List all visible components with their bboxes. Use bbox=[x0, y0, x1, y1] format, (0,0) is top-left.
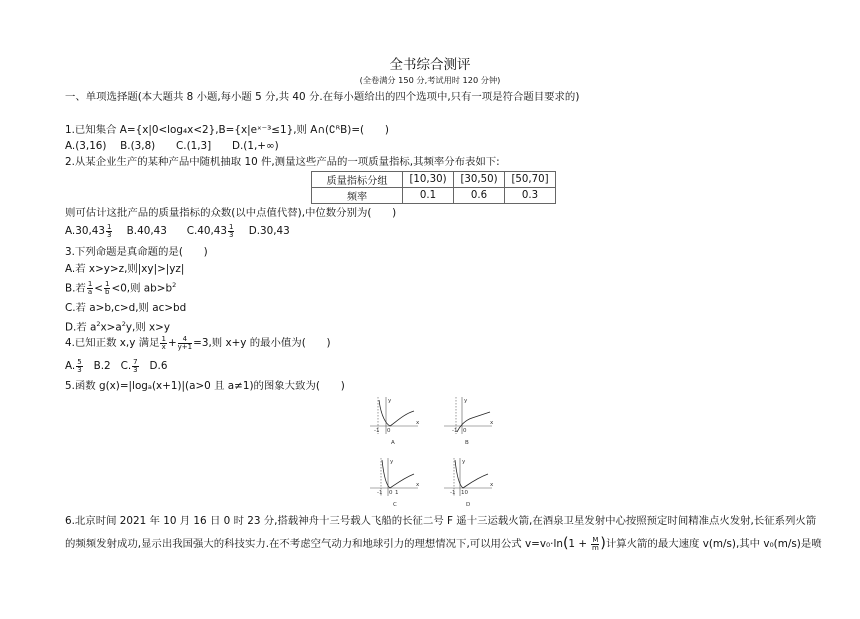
q5-graph-options bbox=[366, 394, 496, 512]
table-row bbox=[312, 188, 556, 204]
fraction: $\frac{1}{b}$ bbox=[105, 280, 110, 296]
q2-followup: 则可估计这批产品的质量指标的众数(以中点值代替),中位数分别为( ) bbox=[65, 207, 397, 219]
fraction: $\frac{1}{x}$ bbox=[161, 335, 166, 351]
graph-b-label: B bbox=[465, 440, 469, 446]
table-cell: [10,30) bbox=[403, 172, 454, 188]
q4-stem: 4.已知正数 x,y 满足 $\frac{1}{x}$ + $\frac{4}{y+1}$ =3,则 x+y 的最小值为( ) bbox=[65, 335, 331, 351]
graph-b-tick: -1 bbox=[452, 428, 458, 434]
graph-d-tick: -1 bbox=[450, 490, 456, 496]
graph-d-label: D bbox=[466, 502, 471, 508]
q2-option-d: D.30,43 bbox=[248, 225, 290, 237]
graph-c-axis: x bbox=[416, 482, 420, 488]
table-cell: [30,50) bbox=[454, 172, 505, 188]
fraction: $\frac{1}{3}$ bbox=[106, 223, 112, 239]
q3-option-a: A.若 x>y>z,则|xy|>|yz| bbox=[65, 263, 185, 275]
graph-c-label: C bbox=[393, 502, 397, 508]
q6-line1: 6.北京时间 2021 年 10 月 16 日 0 时 23 分,搭载神舟十三号载人飞船的长征二号 F 遥十三运载火箭,在酒泉卫星发射中心按照预定时间精准点火发射,长征系列火箭 bbox=[65, 515, 817, 527]
exam-info: (全卷满分 150 分,考试用时 120 分钟) bbox=[359, 75, 501, 85]
q3-option-d: D.若 $a^2x>a^2y$,则 x>y bbox=[65, 320, 171, 334]
fraction: $\frac{1}{3}$ bbox=[229, 223, 234, 239]
graph-d-tick: 10 bbox=[461, 490, 468, 496]
graph-c-axis: y bbox=[390, 459, 394, 465]
graph-b-tick: 0 bbox=[463, 428, 467, 434]
frequency-table bbox=[311, 171, 556, 204]
graph-a-tick: 0 bbox=[387, 428, 391, 434]
table-row bbox=[312, 172, 556, 188]
graph-a-label: A bbox=[391, 440, 395, 446]
graph-b-axis: x bbox=[490, 420, 494, 426]
q2-option-b: B.40,43 bbox=[126, 225, 167, 237]
section-heading: 一、单项选择题(本大题共 8 小题,每小题 5 分,共 40 分.在每小题给出的四个选项中,只有一项是符合题目要求的) bbox=[65, 91, 580, 103]
q2-options bbox=[65, 224, 290, 238]
graph-c-tick: 0 bbox=[389, 490, 393, 496]
graph-c-tick: -1 bbox=[377, 490, 383, 496]
graph-d-axis: y bbox=[462, 459, 466, 465]
table-cell: 0.1 bbox=[403, 188, 454, 204]
table-cell: 频率 bbox=[312, 188, 403, 204]
q3-stem: 3.下列命题是真命题的是( ) bbox=[65, 246, 208, 258]
graph-a-tick: -1 bbox=[374, 428, 380, 434]
fraction: $\frac{M}{m}$ bbox=[591, 536, 599, 552]
graph-a-axis: y bbox=[388, 398, 392, 404]
q5-stem: 5.函数 g(x)=|logₐ(x+1)|(a>0 且 a≠1)的图象大致为( ) bbox=[65, 380, 345, 392]
table-cell: 0.6 bbox=[454, 188, 505, 204]
graph-c-tick: 1 bbox=[395, 490, 399, 496]
q2-option-c: C.40,43 bbox=[186, 225, 227, 237]
fraction: $\frac{4}{y+1}$ bbox=[177, 335, 193, 351]
fraction: $\frac{1}{a}$ bbox=[87, 280, 93, 296]
graph-d-axis: x bbox=[490, 482, 494, 488]
q3-option-b: B.若 $\frac{1}{a}$ < $\frac{1}{b}$ <0,则 $ab>b^2$ bbox=[65, 280, 177, 296]
fraction: $\frac{5}{3}$ bbox=[77, 358, 82, 374]
q2-stem: 2.从某企业生产的某种产品中随机抽取 10 件,测量这些产品的一项质量指标,其频率分布表如下: bbox=[65, 156, 500, 168]
graph-a-axis: x bbox=[416, 420, 420, 426]
table-cell: [50,70] bbox=[505, 172, 556, 188]
q2-option-a: A.30,43 bbox=[65, 225, 105, 237]
q6-line2: 的频频发射成功,显示出我国强大的科技实力.在不考虑空气动力和地球引力的理想情况下,可以用公式 v=v₀·ln(1 + $\frac{M}{m}$ )计算火箭的最大速度 v(m/s),其中 v₀(m/s)是喷 bbox=[65, 535, 822, 552]
q3-option-c: C.若 a>b,c>d,则 ac>bd bbox=[65, 302, 187, 314]
graph-b-axis: y bbox=[464, 398, 468, 404]
q4-options: A. $\frac{5}{3}$ B.2 C. $\frac{7}{3}$ D.6 bbox=[65, 358, 168, 374]
page-title: 全书综合测评 bbox=[389, 57, 471, 73]
q1-options: A.(3,16) B.(3,8) C.(1,3] D.(1,+∞) bbox=[65, 140, 279, 152]
table-cell: 0.3 bbox=[505, 188, 556, 204]
fraction: $\frac{7}{3}$ bbox=[133, 358, 138, 374]
table-cell: 质量指标分组 bbox=[312, 172, 403, 188]
q1-stem: 1.已知集合 A={x|0<log₄x<2},B={x|eˣ⁻³≤1},则 A∩(∁ᴿB)=( ) bbox=[65, 124, 389, 136]
